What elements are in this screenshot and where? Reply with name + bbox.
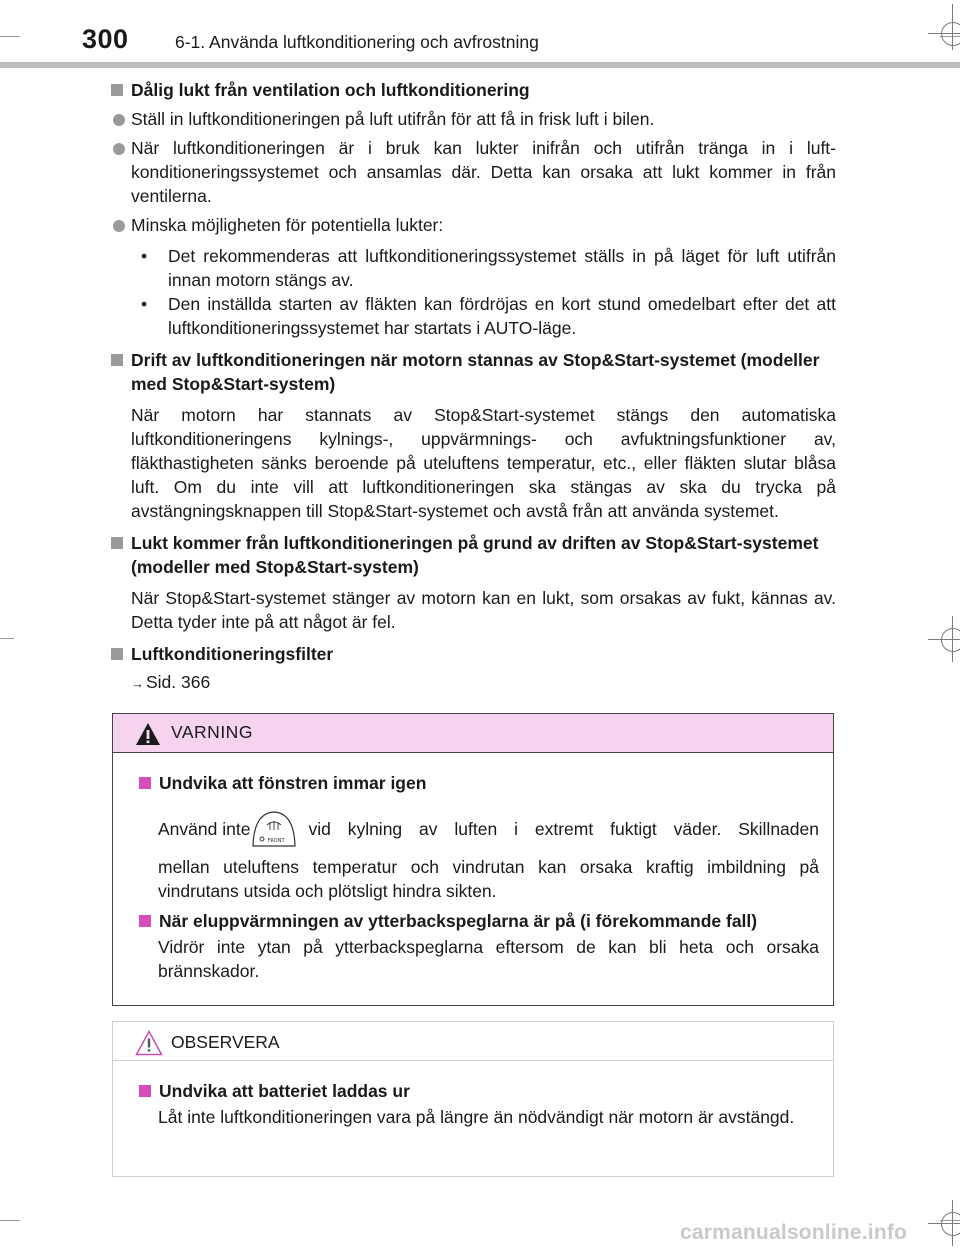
sub-list: [110, 244, 836, 340]
sub-list-item: • Den inställda starten av fläkten kan fördröjas en kort stund omedelbart efter det att luftkonditioneringssystemet har startats i AUTO-läge.: [141, 294, 836, 338]
warning-label: VARNING: [171, 722, 253, 742]
square-bullet-icon: [111, 648, 123, 660]
warning-item-paragraph: Använd inte FRONT vid kylning av luften i extremt fuktigt väder. Skillnaden mellan uteluftens temperatur och vindrutan kan orsaka kraftig imbildning på vindrutans utsida och plötsligt hindra sikten.: [158, 807, 819, 903]
square-bullet-icon: [111, 84, 123, 96]
registration-mark-middle: [941, 628, 960, 652]
square-bullet-icon: [139, 915, 151, 927]
notice-label: OBSERVERA: [171, 1032, 280, 1052]
circle-bullet-icon: [113, 114, 125, 126]
warning-box: [112, 713, 834, 1006]
section-heading-filter: Luftkonditioneringsfilter: [110, 642, 836, 666]
notice-item-heading: Undvika att batteriet laddas ur: [136, 1079, 819, 1103]
small-bullet-icon: •: [141, 246, 148, 266]
warning-item-heading: När eluppvärmningen av ytterbackspeglarna är på (i förekommande fall): [136, 909, 819, 933]
warning-item-heading: Undvika att fönstren immar igen: [136, 771, 819, 795]
square-bullet-icon: [111, 354, 123, 366]
front-defroster-button-icon: [250, 809, 298, 849]
section-heading-stop-start-odor: Lukt kommer från luftkonditioneringen på grund av driften av Stop&Start-systemet (modeller med Stop&Start-system): [110, 531, 836, 579]
notice-box: [112, 1021, 834, 1177]
section-paragraph: När Stop&Start-systemet stänger av motorn kan en lukt, som orsakas av fukt, kännas av. Detta tyder inte på att något är fel.: [131, 588, 836, 632]
sub-list-item: • Det rekommenderas att luftkonditioneringssystemet ställs in på läget för luft utifrån innan motorn stängs av.: [141, 246, 836, 290]
watermark-text: carmanualsonline.info: [680, 1221, 908, 1244]
defrost-line: Använd inte FRONT vid kylning av luften i extremt fuktigt väder. Skillnaden: [158, 807, 819, 851]
square-bullet-icon: [139, 777, 151, 789]
bullet-item: När luftkonditioneringen är i bruk kan lukter inifrån och utifrån tränga in i luft-konditioneringssystemet och ansamlas där. Detta kan orsaka att lukt kommer in från ventilerna.: [110, 136, 836, 208]
section-heading-stop-start-operation: Drift av luftkonditioneringen när motorn stannas av Stop&Start-systemet (modeller med Stop&Start-system): [110, 348, 836, 396]
header-rule: [0, 62, 960, 68]
registration-cross-h-middle: [928, 639, 960, 640]
bullet-item: Ställ in luftkonditioneringen på luft utifrån för att få in frisk luft i bilen.: [110, 107, 836, 131]
warning-triangle-icon: [135, 722, 161, 746]
crop-mark-mid-left: [0, 638, 14, 639]
section-title: 6-1. Använda luftkonditionering och avfrostning: [175, 32, 539, 52]
notice-item-paragraph: Låt inte luftkonditioneringen vara på längre än nödvändigt när motorn är avstängd.: [158, 1107, 795, 1127]
warning-item-paragraph: Vidrör inte ytan på ytterbackspeglarna eftersom de kan bli heta och orsaka brännskador.: [158, 937, 819, 981]
square-bullet-icon: [139, 1085, 151, 1097]
page-header: [0, 18, 960, 68]
front-icon-text: FRONT: [267, 838, 285, 844]
square-bullet-icon: [111, 537, 123, 549]
registration-cross-h-bottom: [928, 1223, 960, 1224]
section-heading-bad-odor: Dålig lukt från ventilation och luftkonditionering: [110, 78, 836, 102]
main-content: [110, 74, 836, 696]
warning-body: [113, 753, 833, 983]
warning-header: [113, 714, 833, 753]
registration-cross-v-middle: [952, 616, 953, 662]
notice-header: [113, 1022, 833, 1061]
caution-triangle-icon: [135, 1030, 163, 1056]
registration-cross-v-bottom: [952, 1200, 953, 1246]
circle-bullet-icon: [113, 220, 125, 232]
section-paragraph: När motorn har stannats av Stop&Start-systemet stängs den automatiska luftkonditioneringens kylnings-, uppvärmnings- och avfuktningsfunktioner av, fläkthastigheten sänks beroende på uteluftens temperatur, etc., eller fläkten slutar blåsa luft. Om du inte vill att luftkonditioneringen ska stängas av ska du trycka på avstängningsknappen till Stop&Start-systemet och avstå från att använda systemet.: [131, 405, 836, 521]
bullet-item: Minska möjligheten för potentiella lukter:: [110, 213, 836, 237]
arrow-right-icon: →: [131, 676, 144, 691]
notice-body: [113, 1061, 833, 1129]
registration-mark-bottom: [941, 1212, 960, 1236]
small-bullet-icon: •: [141, 294, 148, 314]
crop-mark-bottom-left: [0, 1220, 20, 1221]
page-number: 300: [82, 24, 129, 54]
page-reference[interactable]: → Sid. 366: [131, 672, 211, 692]
circle-bullet-icon: [113, 143, 125, 155]
